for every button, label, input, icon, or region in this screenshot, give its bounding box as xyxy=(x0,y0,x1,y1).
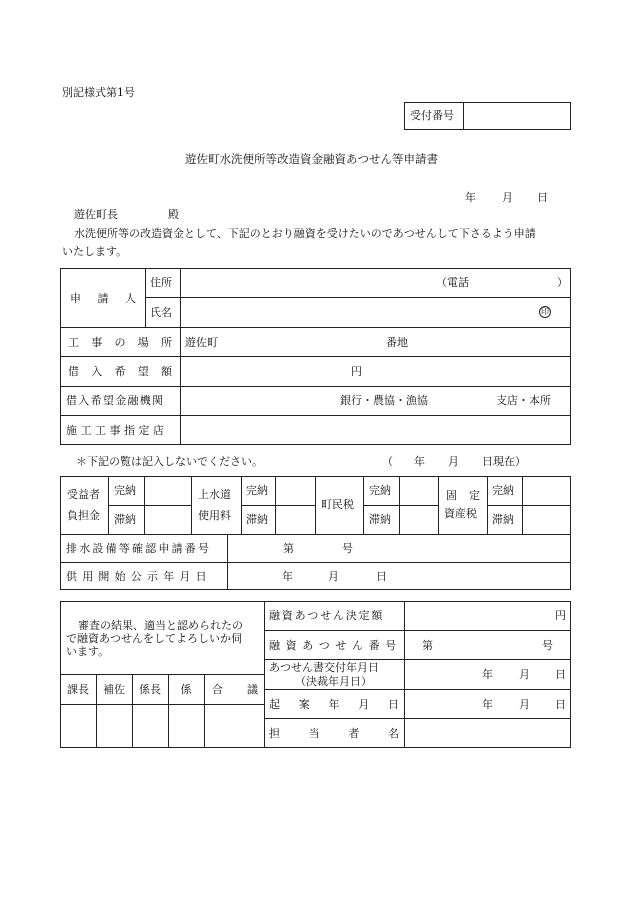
draft-year: 年 xyxy=(482,698,493,711)
notice-month: 月 xyxy=(448,455,459,468)
drainage-label: 排水設備等確認申請番号 xyxy=(66,542,212,555)
issue-year: 年 xyxy=(482,668,493,681)
draft-day: 日 xyxy=(555,698,566,711)
seal-mark: 印 xyxy=(541,307,549,316)
date-year: 年 xyxy=(465,191,476,204)
site-town: 遊佐町 xyxy=(185,336,218,349)
water-paid: 完納 xyxy=(246,484,268,497)
draft-label: 起 案 年 月 日 xyxy=(269,698,399,711)
beneficiary-label-1: 受益者 xyxy=(67,488,100,501)
loan-amount-unit: 円 xyxy=(351,365,362,378)
bank-label: 借入希望金融機関 xyxy=(66,394,165,407)
stamp-box-gogi[interactable] xyxy=(206,707,262,746)
beneficiary-unpaid: 滞納 xyxy=(114,513,136,526)
approval-text-2: で融資あつせんをしてよろしいか伺 xyxy=(66,632,242,645)
beneficiary-paid: 完納 xyxy=(114,484,136,497)
stamp-box-kakaricho[interactable] xyxy=(134,707,168,746)
intro-line-2: いたします。 xyxy=(62,245,128,258)
applicant-label: 申 請 人 xyxy=(70,292,136,305)
fixed-tax-paid: 完納 xyxy=(492,484,514,497)
fixed-label-1: 固 定 xyxy=(446,489,480,502)
issue-day: 日 xyxy=(555,668,566,681)
drainage-go: 号 xyxy=(342,542,353,555)
fixed-tax-unpaid: 滞納 xyxy=(492,513,514,526)
decision-label: 融資あつせん決定額 xyxy=(269,609,385,622)
form-number: 別記様式第1号 xyxy=(62,86,135,99)
role-kakaricho: 係長 xyxy=(139,683,161,696)
role-kakari: 係 xyxy=(180,683,192,696)
receipt-number-label: 受付番号 xyxy=(410,109,454,122)
role-hosa: 補佐 xyxy=(103,683,125,696)
stamp-box-hosa[interactable] xyxy=(98,707,132,746)
decision-unit: 円 xyxy=(555,609,566,622)
beneficiary-label-2: 負担金 xyxy=(67,509,100,522)
date-month: 月 xyxy=(502,191,513,204)
water-label-2: 使用料 xyxy=(198,509,231,522)
service-label: 供用開始公示年月日 xyxy=(66,570,212,583)
fixed-label-2: 資産税 xyxy=(444,507,477,520)
addressee-honorific: 殿 xyxy=(168,208,179,221)
number-go: 号 xyxy=(542,639,553,652)
intro-line-1: 水洗便所等の改造資金として、下記のとおり融資を受けたいのであつせんして下さるよう申請 xyxy=(74,227,536,240)
number-label: 融資あつせん番号 xyxy=(269,639,402,652)
site-banchi: 番地 xyxy=(386,336,408,349)
receipt-divider xyxy=(463,102,464,130)
address-field[interactable] xyxy=(184,277,424,291)
addressee-name: 遊佐町長 xyxy=(74,208,118,221)
notice-text: ＊下記の覧は記入しないでください。 xyxy=(76,455,263,468)
notice-year: 年 xyxy=(414,455,425,468)
stamp-box-kacho[interactable] xyxy=(62,707,96,746)
page-title: 遊佐町水洗便所等改造資金融資あつせん等申請書 xyxy=(185,152,438,166)
draft-month: 月 xyxy=(519,698,530,711)
service-month: 月 xyxy=(328,570,339,583)
bank-branch: 支店・本所 xyxy=(496,394,551,407)
water-label-1: 上水道 xyxy=(198,488,231,501)
drainage-dai: 第 xyxy=(283,542,294,555)
number-dai: 第 xyxy=(422,639,433,652)
phone-label: （電話 xyxy=(436,276,469,289)
water-unpaid: 滞納 xyxy=(246,513,268,526)
bank-types: 銀行・農協・漁協 xyxy=(340,394,428,407)
issue-label-1: あつせん書交付年月日 xyxy=(269,661,379,674)
date-day: 日 xyxy=(537,191,548,204)
approval-text-1: 審査の結果、適当と認められたの xyxy=(78,619,243,632)
town-tax-unpaid: 滞納 xyxy=(369,513,391,526)
role-gogi: 合 議 xyxy=(212,683,258,696)
service-year: 年 xyxy=(282,570,293,583)
loan-amount-label: 借 入 希 望 額 xyxy=(68,365,172,378)
address-label: 住所 xyxy=(150,276,172,289)
role-kacho: 課長 xyxy=(67,683,89,696)
name-field[interactable] xyxy=(184,305,524,321)
name-label: 氏名 xyxy=(150,306,172,319)
notice-paren: （ xyxy=(382,455,393,468)
town-tax-label: 町民税 xyxy=(321,498,354,511)
issue-month: 月 xyxy=(519,668,530,681)
notice-day-now: 日現在） xyxy=(482,455,526,468)
town-tax-paid: 完納 xyxy=(369,484,391,497)
service-day: 日 xyxy=(376,570,387,583)
stamp-box-kakari[interactable] xyxy=(170,707,204,746)
approval-text-3: います。 xyxy=(66,645,110,658)
contractor-label: 施工工事指定店 xyxy=(66,424,168,437)
issue-label-2: （決裁年月日） xyxy=(295,675,372,688)
person-label: 担 当 者 名 xyxy=(269,727,399,740)
site-label: 工 事 の 場 所 xyxy=(68,336,172,349)
phone-close: ） xyxy=(557,276,568,289)
